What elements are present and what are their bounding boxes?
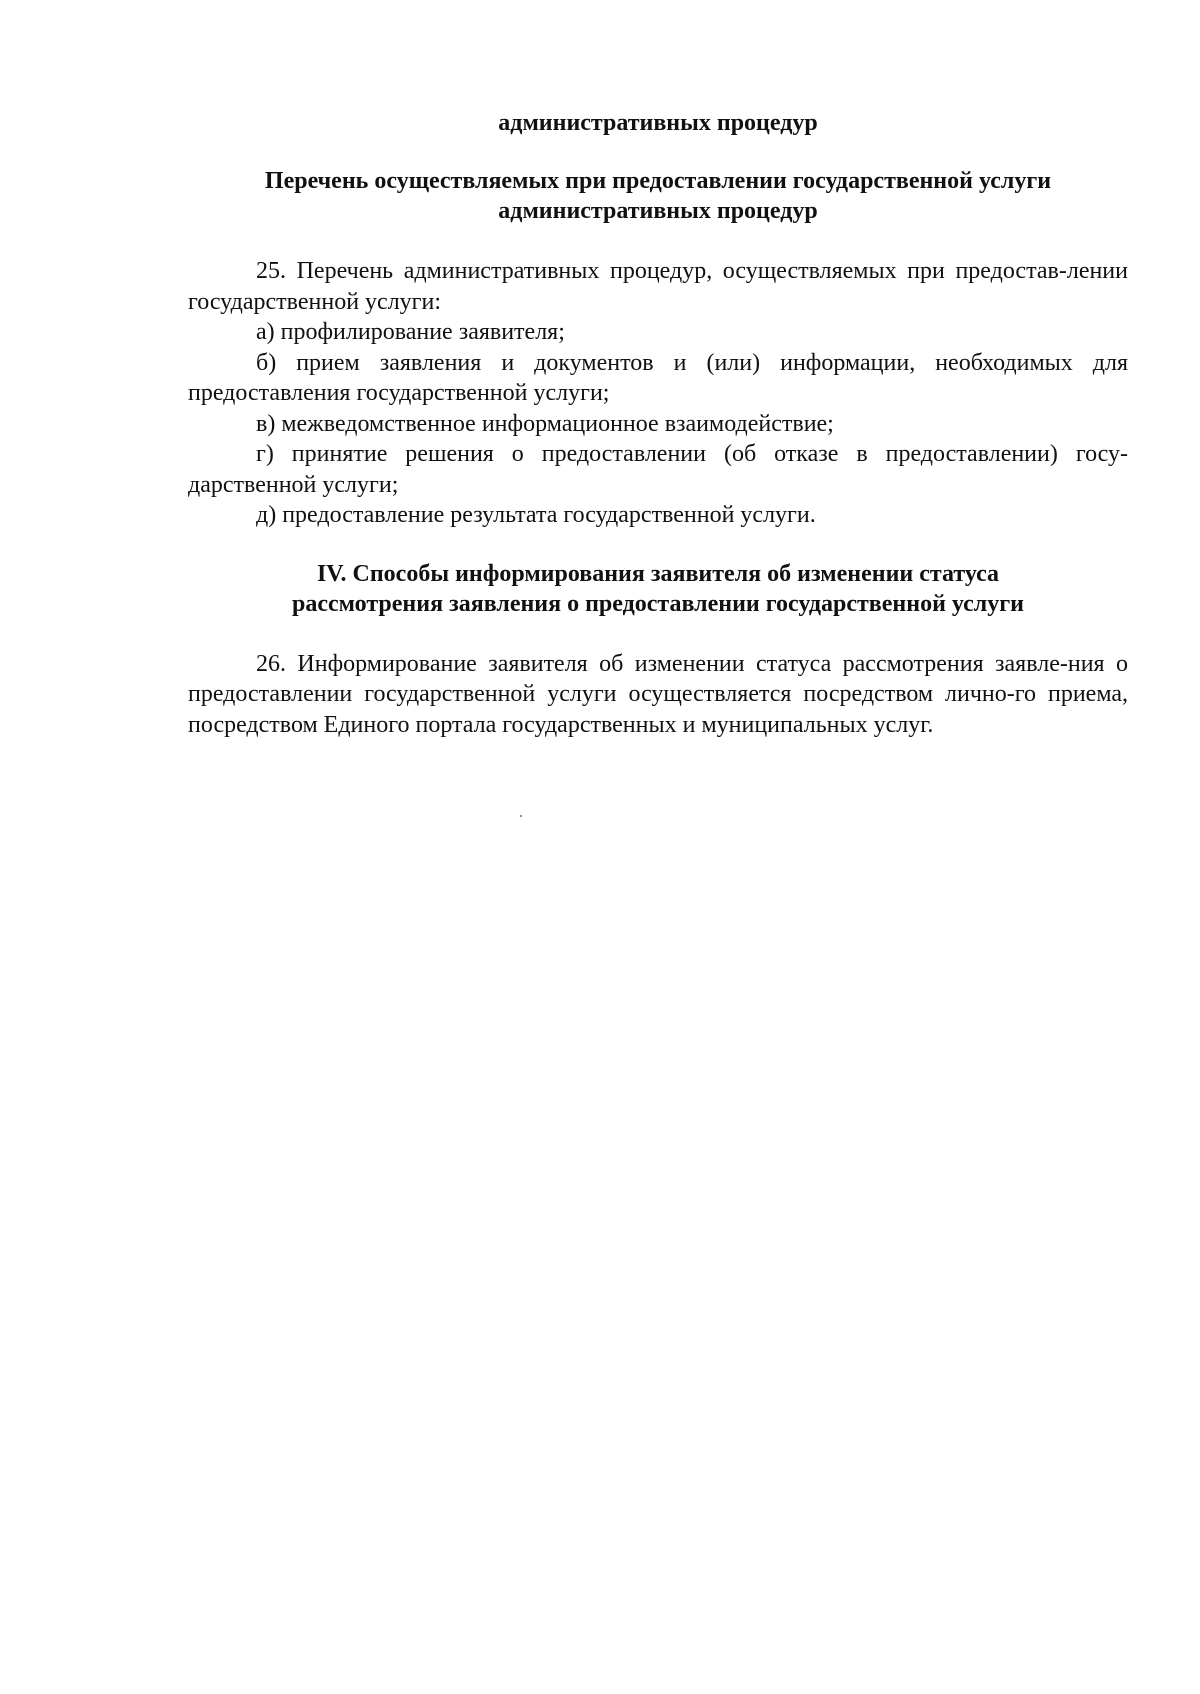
item-25-intro: 25. Перечень административных процедур, осуществляемых при предостав-лении государственной услуги: (188, 258, 1128, 315)
list-item-g: г) принятие решения о предоставлении (об отказе в предоставлении) госу-дарственной услуги; (188, 441, 1128, 498)
list-item-a: а) профилирование заявителя; (256, 319, 565, 345)
top-heading: административных процедур (498, 110, 818, 136)
item-26-paragraph: 26. Информирование заявителя об изменении статуса рассмотрения заявле-ния о предоставлении государственной услуги осуществляется посредством лично-го приема, посредством Единого портала государственных и муниципальных услуг. (188, 650, 1128, 738)
scan-speck (520, 815, 522, 817)
list-item-b: б) прием заявления и документов и (или) информации, необходимых для предоставления государственной услуги; (188, 349, 1128, 406)
item-25-block (188, 256, 1128, 531)
part-4-heading (188, 559, 1128, 619)
document-body (188, 108, 1128, 740)
part-4-heading-line-1: IV. Способы информирования заявителя об изменении статуса (316, 560, 1000, 587)
part-4-heading-line-2: рассмотрения заявления о предоставлении государственной услуги (291, 590, 1024, 617)
section-heading-line-1: Перечень осуществляемых при предоставлении государственной услуги (264, 168, 1052, 194)
list-item-d: д) предоставление результата государственной услуги. (256, 502, 816, 528)
section-heading-line-2: административных процедур (498, 198, 818, 224)
section-heading (188, 166, 1128, 226)
list-item-v: в) межведомственное информационное взаимодействие; (256, 410, 834, 437)
